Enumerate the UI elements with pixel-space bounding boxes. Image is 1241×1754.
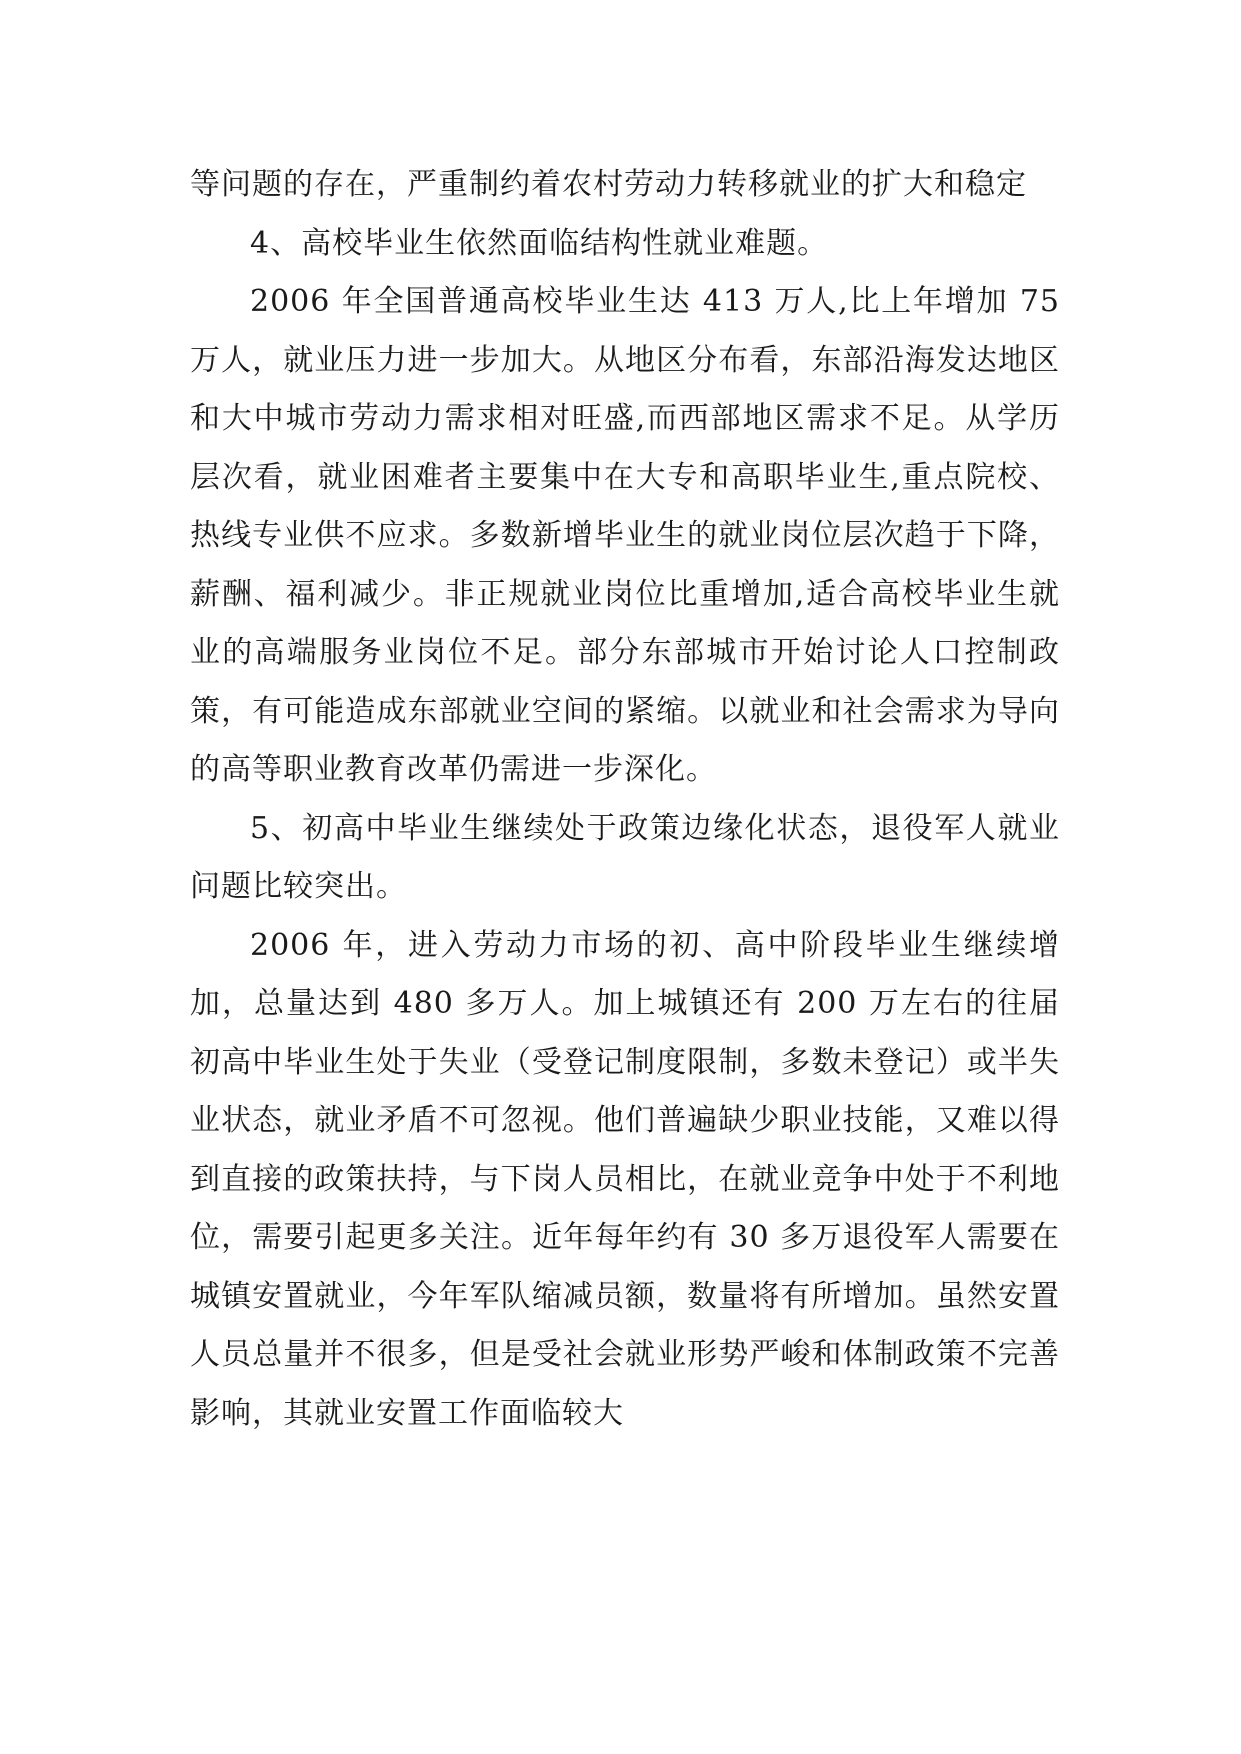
paragraph-graduates: 2006 年全国普通高校毕业生达 413 万人,比上年增加 75 万人，就业压力进一步加大。从地区分布看，东部沿海发达地区和大中城市劳动力需求相对旺盛,而西部地区需求不足。从学历层次看，就业困难者主要集中在大专和高职毕业生,重点院校、热线专业供不应求。多数新增毕业生的就业岗位层次趋于下降，薪酬、福利减少。非正规就业岗位比重增加,适合高校毕业生就业的高端服务业岗位不足。部分东部城市开始讨论人口控制政策，有可能造成东部就业空间的紧缩。以就业和社会需求为导向的高等职业教育改革仍需进一步深化。 bbox=[190, 284, 1060, 787]
paragraph-continuation: 等问题的存在，严重制约着农村劳动力转移就业的扩大和稳定 bbox=[190, 167, 1027, 202]
paragraph-secondary-graduates: 2006 年，进入劳动力市场的初、高中阶段毕业生继续增加，总量达到 480 多万人。加上城镇还有 200 万左右的往届初高中毕业生处于失业（受登记制度限制，多数未登记）或半失业状态，就业矛盾不可忽视。他们普遍缺少职业技能，又难以得到直接的政策扶持，与下岗人员相比，在就业竞争中处于不利地位，需要引起更多关注。近年每年约有 30 多万退役军人需要在城镇安置就业，今年军队缩减员额，数量将有所增加。虽然安置人员总量并不很多，但是受社会就业形势严峻和体制政策不完善影响，其就业安置工作面临较大 bbox=[190, 927, 1060, 1431]
heading-item-5: 5、初高中毕业生继续处于政策边缘化状态，退役军人就业问题比较突出。 bbox=[190, 810, 1060, 904]
heading-item-4: 4、高校毕业生依然面临结构性就业难题。 bbox=[250, 225, 829, 261]
document-body bbox=[190, 156, 1060, 1443]
